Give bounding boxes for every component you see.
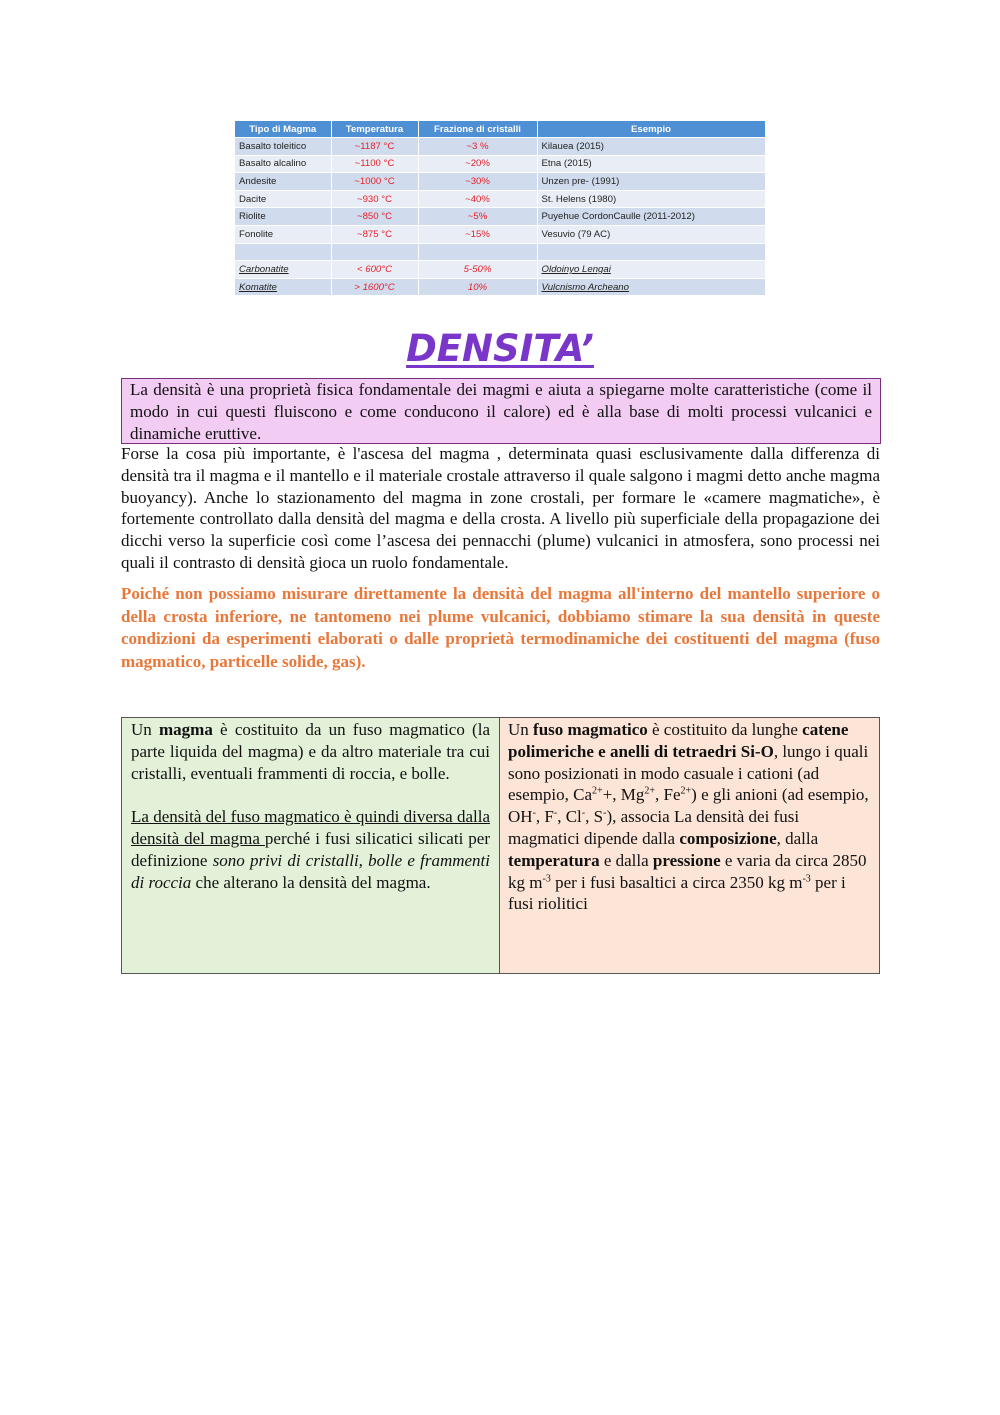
table-row — [235, 138, 765, 156]
term-composizione: composizione — [679, 828, 777, 848]
example-cell: Vesuvio (79 AC) — [537, 225, 765, 243]
melt-definition-paragraph — [508, 719, 871, 915]
table-row — [235, 225, 765, 243]
magma-type-cell: Andesite — [235, 173, 331, 191]
term-magma: magma — [159, 720, 213, 739]
crystal-fraction-cell: 10% — [418, 278, 537, 295]
example-text: Vulcnismo Archeano — [541, 281, 629, 293]
comparison-box — [121, 717, 880, 974]
term-polymer-chains: catene polimeriche e anelli di tetraedri Si-O — [508, 720, 849, 761]
text-span: ) e gli anioni (ad esempio, OH — [508, 785, 869, 827]
crystal-fraction-cell: 5-50% — [418, 261, 537, 279]
example-cell: Unzen pre- (1991) — [537, 173, 765, 191]
crystal-fraction-cell: ~20% — [418, 155, 537, 173]
section-heading-text: DENSITA’ — [406, 327, 594, 370]
crystal-fraction-cell: ~3 % — [418, 138, 537, 156]
example-cell — [537, 278, 765, 295]
table-row — [235, 261, 765, 279]
text-span: e varia da circa 2850 kg m — [508, 850, 867, 892]
example-text: Oldoinyo Lengai — [541, 263, 611, 275]
table-row — [235, 173, 765, 191]
magma-type-cell — [235, 278, 331, 295]
magma-type-cell: Fonolite — [235, 225, 331, 243]
text-span: , S — [585, 807, 604, 827]
table-row — [235, 155, 765, 173]
text-span: , F — [535, 807, 554, 827]
text-span: , lungo i quali sono posizionati in modo casuale i cationi (ad esempio, Ca — [508, 741, 869, 805]
density-difference-paragraph — [131, 806, 490, 893]
text-span: che alterano la densità del magma. — [191, 872, 431, 892]
temperature-cell: ~930 °C — [331, 190, 418, 208]
example-cell: Etna (2015) — [537, 155, 765, 173]
superscript: -3 — [802, 872, 811, 884]
example-cell: Puyehue CordonCaulle (2011-2012) — [537, 208, 765, 226]
text-span: e dalla — [599, 850, 653, 870]
magma-types-table — [235, 121, 766, 295]
melt-definition-column — [500, 718, 879, 973]
superscript: - — [581, 807, 586, 819]
magma-type-cell: Dacite — [235, 190, 331, 208]
table-header-cell: Frazione di cristalli — [418, 121, 537, 138]
text-span: per i fusi basaltici a circa 2350 kg m — [550, 872, 803, 892]
temperature-cell: ~1100 °C — [331, 155, 418, 173]
magma-type-cell: Riolite — [235, 208, 331, 226]
crystal-fraction-cell: ~15% — [418, 225, 537, 243]
temperature-cell: ~850 °C — [331, 208, 418, 226]
table-row — [235, 278, 765, 295]
superscript: - — [603, 807, 607, 819]
term-fuso-magmatico: fuso magmatico — [533, 720, 648, 739]
superscript: 2+ — [644, 785, 656, 797]
text-span: perché i fusi silicatici silicati per definizione — [131, 828, 490, 870]
crystal-fraction-cell: ~40% — [418, 190, 537, 208]
table-header-cell: Tipo di Magma — [235, 121, 331, 138]
text-span: , Cl — [557, 807, 582, 827]
magma-type-text: Komatite — [239, 281, 277, 293]
magma-type-cell: Basalto toleitico — [235, 138, 331, 156]
crystal-fraction-cell: ~5% — [418, 208, 537, 226]
table-header-cell: Esempio — [537, 121, 765, 138]
text-span: Un — [131, 720, 159, 739]
example-cell: Kilauea (2015) — [537, 138, 765, 156]
term-temperatura: temperatura — [508, 850, 600, 870]
superscript: - — [532, 807, 536, 819]
magma-definition-column — [122, 718, 500, 973]
section-heading — [0, 327, 1000, 370]
temperature-cell: ~1000 °C — [331, 173, 418, 191]
empty-cell — [537, 243, 765, 261]
magma-type-cell — [235, 261, 331, 279]
empty-cell — [235, 243, 331, 261]
text-span: , dalla — [776, 828, 819, 848]
text-span: , Fe — [655, 785, 681, 805]
table-row — [235, 190, 765, 208]
intro-box: La densità è una proprietà fisica fondamentale dei magmi e aiuta a spiegarne molte caratteristiche (come il modo in cui questi fluiscono e come conducono il calore) ed è alla base di molti processi vulcanici e dinamiche eruttive. — [121, 378, 881, 444]
example-cell — [537, 261, 765, 279]
table-header-cell: Temperatura — [331, 121, 418, 138]
temperature-cell: < 600°C — [331, 261, 418, 279]
superscript: 2+ — [680, 785, 692, 797]
highlight-paragraph: Poiché non possiamo misurare direttamente la densità del magma all'interno del mantello superiore o della crosta inferiore, ne tantomeno nei plume vulcanici, dobbiamo stimare la sua densità in queste condizioni da esperimenti elaborati o dalle proprietà termodinamiche dei costituenti del magma (fuso magmatico, particelle solide, gas). — [121, 584, 880, 671]
empty-cell — [331, 243, 418, 261]
text-span: per i fusi riolitici — [508, 872, 846, 914]
text-span: +, Mg — [602, 785, 645, 805]
magma-definition-paragraph — [131, 719, 490, 784]
table-header-row — [235, 121, 765, 138]
term-pressione: pressione — [652, 850, 721, 870]
italic-text: sono privi di cristalli, bolle e frammenti di roccia — [131, 850, 490, 892]
empty-cell — [418, 243, 537, 261]
crystal-fraction-cell: ~30% — [418, 173, 537, 191]
magma-type-text: Carbonatite — [239, 263, 289, 275]
superscript: -3 — [542, 872, 551, 884]
magma-type-cell: Basalto alcalino — [235, 155, 331, 173]
body-paragraph: Forse la cosa più importante, è l'ascesa del magma , determinata quasi esclusivamente dalla differenza di densità tra il magma e il mantello e il materiale crostale attraverso il quale salgono i magmi detto anche magma buoyancy). Anche lo stazionamento del magma in zone crostali, per formare le «camere magmatiche», è fortemente controllato dalla densità del magma e della crosta. A livello più superficiale della propagazione dei dicchi verso la superficie così come l’ascesa dei pennacchi (plume) vulcanici in atmosfera, sono processi nei quali il contrasto di densità gioca un ruolo fondamentale. — [121, 444, 880, 572]
temperature-cell: ~875 °C — [331, 225, 418, 243]
text-span: Un — [508, 720, 534, 739]
table-row — [235, 208, 765, 226]
text-span: ), associa La densità dei fusi magmatici dipende dalla — [508, 807, 800, 848]
superscript: - — [553, 807, 558, 819]
temperature-cell: > 1600°C — [331, 278, 418, 295]
superscript: 2+ — [592, 785, 603, 797]
underlined-text: La densità del fuso magmatico è quindi diversa dalla densità del magma — [131, 807, 490, 848]
text-span: è costituito da lunghe — [647, 720, 803, 739]
temperature-cell: ~1187 °C — [331, 138, 418, 156]
table-row-empty — [235, 243, 765, 261]
example-cell: St. Helens (1980) — [537, 190, 765, 208]
text-span: è costituito da un fuso magmatico (la parte liquida del magma) e da altro materiale tra cui cristalli, eventuali frammenti di roccia, e bolle. — [131, 720, 490, 783]
